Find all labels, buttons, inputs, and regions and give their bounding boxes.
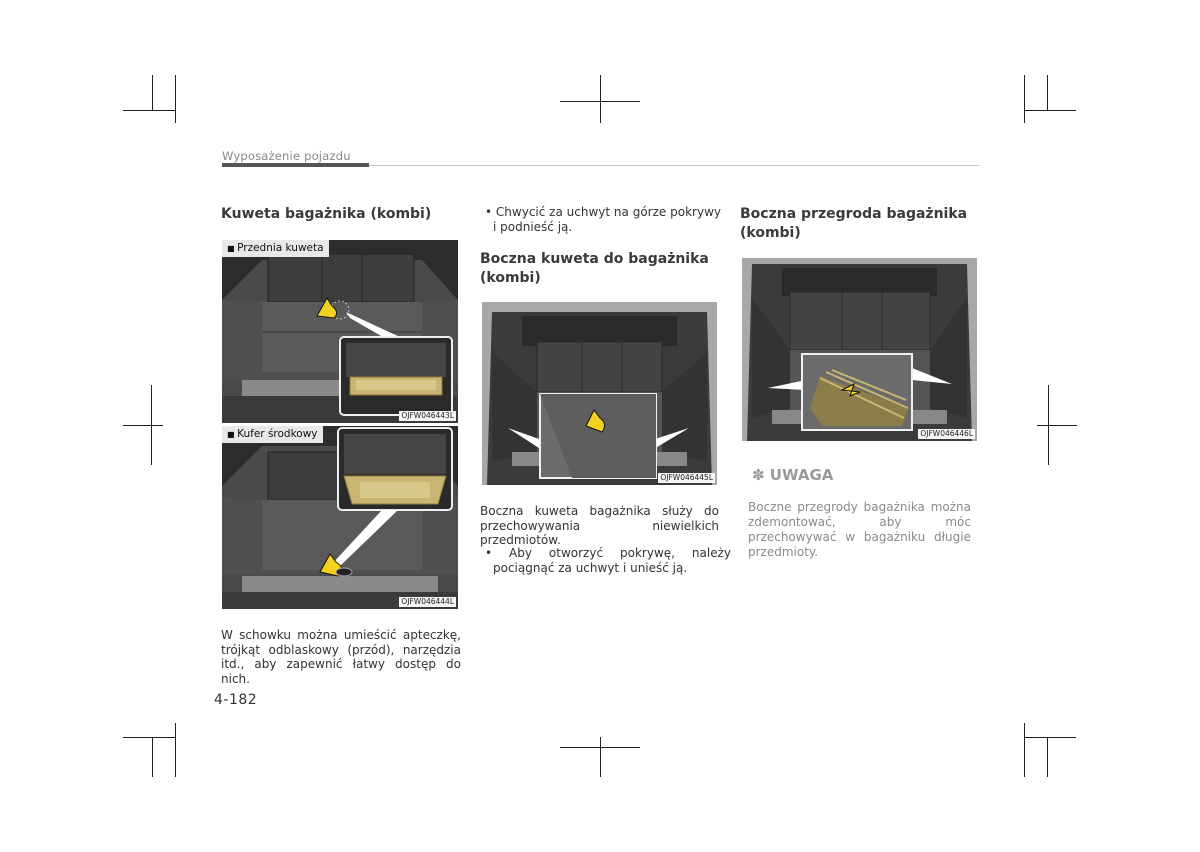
header-bar [222,163,369,167]
figure-side-partition [742,258,977,441]
bullet-text: • Chwycić za uchwyt na górze pokrywy i podnieść ją. [485,205,721,234]
page-number: 4-182 [214,692,258,708]
notice-title: ✽ UWAGA [752,466,834,484]
body-text: W schowku można umieścić apteczkę, trójkąt odblaskowy (przód), narzędzia itd., aby zapewnić łatwy dostęp do nich. [221,628,461,686]
figure-code: OJFW046445L [660,473,713,482]
body-text: Boczna kuweta bagażnika służy do przechowywania niewielkich przedmiotów. [480,504,719,547]
trunk-illustration [482,302,717,485]
heading-front-tray: Kuweta bagażnika (kombi) [221,206,432,222]
trunk-illustration [742,258,977,441]
figure-center-box [222,426,458,609]
notice-text: Boczne przegrody bagażnika można zdemontować, aby móc przechowywać w bagażniku długie przedmioty. [748,500,971,559]
figure-front-tray [222,240,458,423]
heading-side-partition: Boczna przegroda bagażnika (kombi) [740,206,968,241]
heading-side-tray: Boczna kuweta do bagażnika (kombi) [480,251,709,286]
figure-tab-center: ■ Kufer środkowy [222,426,323,443]
section-title: Wyposażenie pojazdu [222,149,351,163]
figure-code: OJFW046446L [920,429,973,438]
figure-code: OJFW046443L [401,411,454,420]
header-rule [369,165,980,166]
figure-tab-front: ■ Przednia kuweta [222,240,329,257]
trunk-illustration [222,426,458,609]
figure-side-tray [482,302,717,485]
figure-code: OJFW046444L [401,597,454,606]
bullet-text: • Aby otworzyć pokrywę, należy pociągnąć za uchwyt i unieść ją. [485,546,731,575]
trunk-illustration [222,240,458,423]
